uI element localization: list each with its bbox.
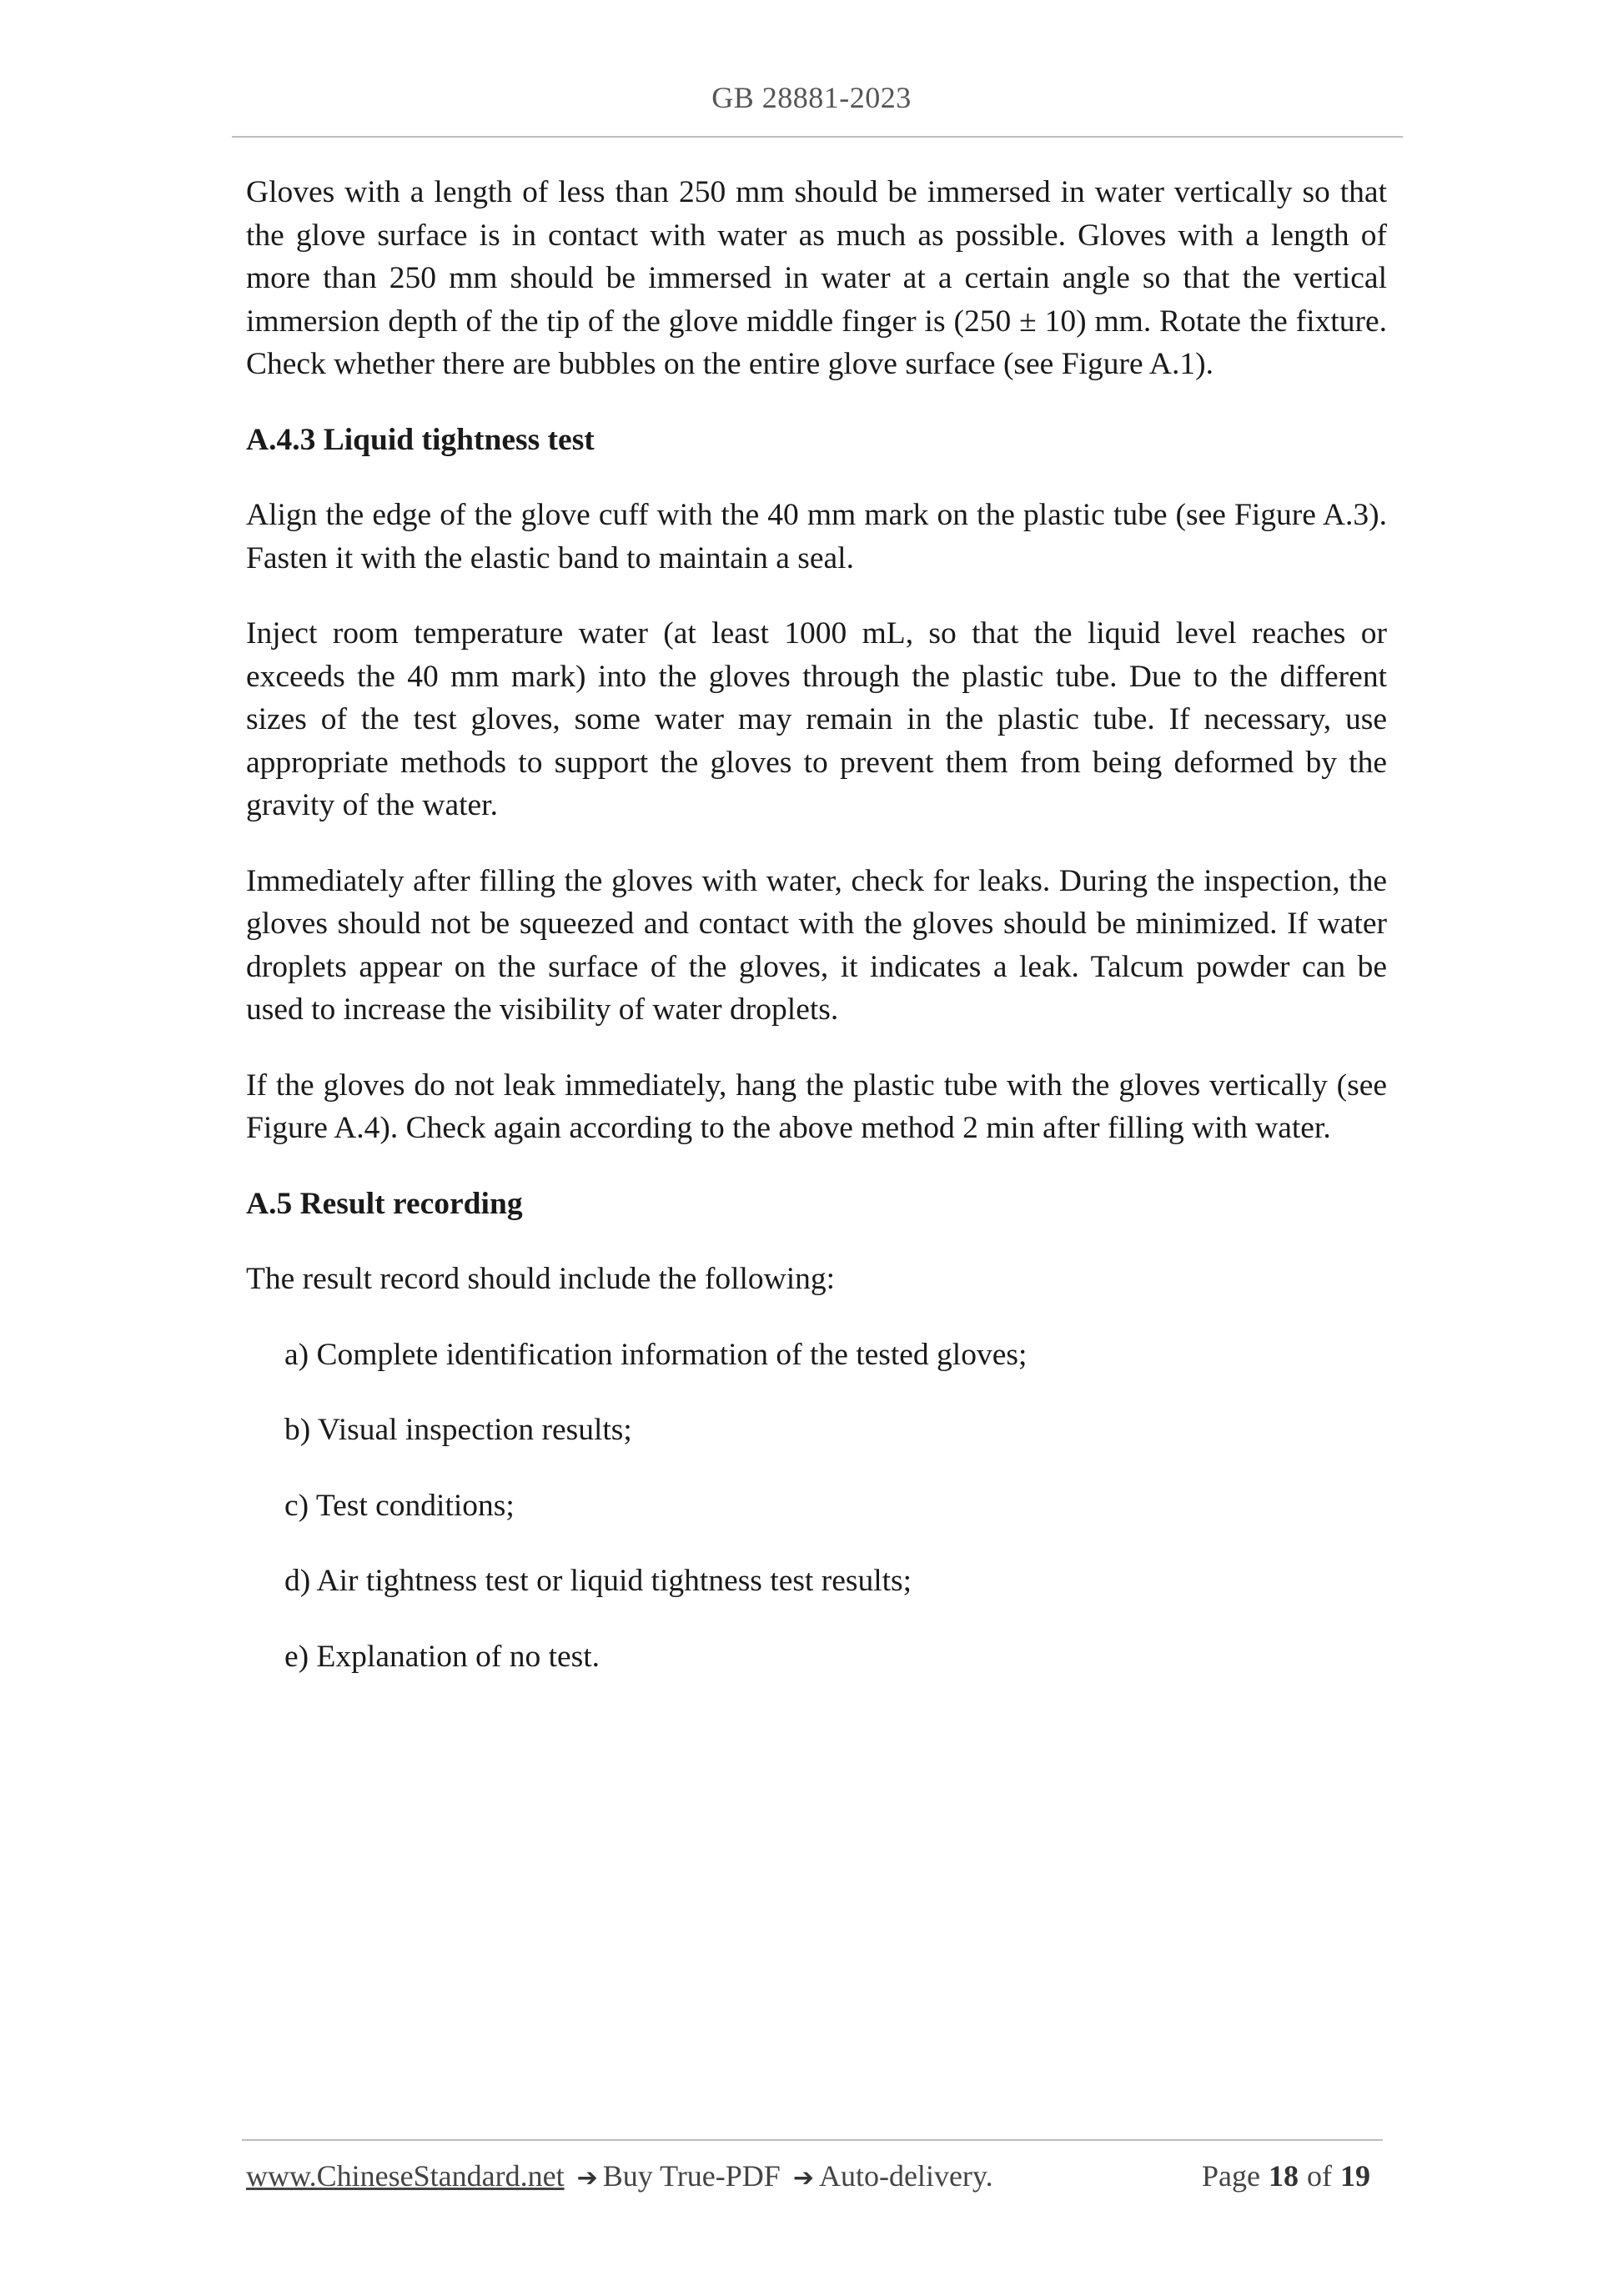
of-label: of bbox=[1307, 2159, 1332, 2193]
heading-liquid-tightness-test: A.4.3 Liquid tightness test bbox=[246, 422, 595, 457]
list-item-c: c) Test conditions; bbox=[284, 1488, 515, 1523]
header-divider bbox=[232, 136, 1403, 138]
paragraph-cuff-alignment: Align the edge of the glove cuff with the 40 mm mark on the plastic tube (see Figure A.3). Fasten it with the elastic band to maintain a seal. bbox=[246, 498, 1387, 575]
paragraph-inject-water: Inject room temperature water (at least 1000 mL, so that the liquid level reaches or exceeds the 40 mm mark) into the gloves through the plastic tube. Due to the different sizes of the test gloves, some water may remain in the plastic tube. If necessary, use appropriate methods to support the gloves to prevent them from being deformed by the gravity of the water. bbox=[246, 616, 1387, 822]
footer-left bbox=[246, 2158, 993, 2193]
list-item-a: a) Complete identification information of the tested gloves; bbox=[284, 1337, 1028, 1372]
paragraph-check-leaks: Immediately after filling the gloves with water, check for leaks. During the inspection, the gloves should not be squeezed and contact with the gloves should be minimized. If water droplets appear on the surface of the gloves, it indicates a leak. Talcum powder can be used to increase the visibility of water droplets. bbox=[246, 863, 1387, 1027]
chinesestandard-link[interactable]: www.ChineseStandard.net bbox=[246, 2159, 565, 2193]
list-item-e: e) Explanation of no test. bbox=[284, 1639, 600, 1674]
buy-true-pdf-text: Buy True-PDF bbox=[602, 2159, 781, 2193]
page-label: Page bbox=[1202, 2159, 1260, 2193]
heading-result-recording: A.5 Result recording bbox=[246, 1186, 523, 1221]
page-footer bbox=[246, 2158, 1379, 2193]
arrow-right-icon: ➔ bbox=[792, 2163, 814, 2193]
list-item-d: d) Air tightness test or liquid tightness test results; bbox=[284, 1564, 912, 1598]
current-page-number: 18 bbox=[1269, 2159, 1299, 2193]
page-header-title: GB 28881-2023 bbox=[711, 81, 912, 114]
list-item-b: b) Visual inspection results; bbox=[284, 1413, 632, 1447]
auto-delivery-text: Auto-delivery. bbox=[818, 2159, 993, 2193]
arrow-right-icon: ➔ bbox=[576, 2163, 598, 2193]
paragraph-immersion: Gloves with a length of less than 250 mm should be immersed in water vertically so that the glove surface is in contact with water as much as possible. Gloves with a length of more than 250 mm should be immersed in water at a certain angle so that the vertical immersion depth of the tip of the glove middle finger is (250 ± 10) mm. Rotate the fixture. Check whether there are bubbles on the entire glove surface (see Figure A.1). bbox=[246, 175, 1387, 381]
paragraph-result-intro: The result record should include the following: bbox=[246, 1262, 836, 1296]
page-indicator bbox=[1202, 2158, 1379, 2193]
document-body bbox=[246, 171, 1387, 1711]
footer-divider bbox=[242, 2139, 1383, 2141]
paragraph-hang-tube: If the gloves do not leak immediately, hang the plastic tube with the gloves vertically (see Figure A.4). Check again according to the above method 2 min after filling with water. bbox=[246, 1068, 1387, 1145]
total-pages-number: 19 bbox=[1340, 2159, 1370, 2193]
